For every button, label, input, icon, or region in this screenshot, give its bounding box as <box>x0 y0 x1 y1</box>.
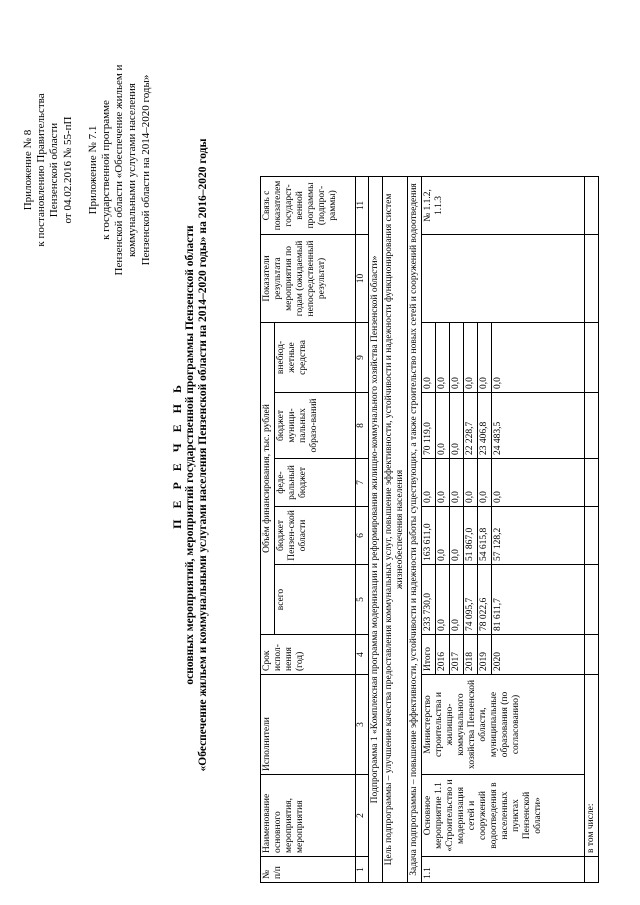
row-year: 2016 <box>436 635 450 675</box>
header-name: Наименование основного мероприятия, мероприятия <box>261 775 356 857</box>
row-offbudget: 0,0 <box>422 322 436 392</box>
row-name: Основное мероприятие 1.1 «Строительство и модернизация сетей и сооружений водоотведения в населенных пунктах Пензенской области» <box>422 775 585 857</box>
subprogram-title: Подпрограмма 1 «Комплексная программа модернизации и реформирования жилищно-коммунального хозяйства Пензенской области» <box>369 176 383 882</box>
header-link: Связь с показателем государст-венной программы (подпрог-раммы) <box>261 176 356 234</box>
row-federal: 0,0 <box>478 459 492 507</box>
appendix-header <box>22 25 153 315</box>
row-regional: 0,0 <box>436 507 450 565</box>
header-federal: феде-ральный бюджет <box>275 459 356 507</box>
row-year: 2019 <box>478 635 492 675</box>
col-number: 11 <box>356 176 369 234</box>
header-line: Пензенской области <box>48 122 61 218</box>
header-line: Приложение № 8 <box>22 129 34 211</box>
title-subtitle: основных мероприятий, мероприятий государственной программы Пензенской области <box>184 225 196 685</box>
title-word: П Е Р Е Ч Е Н Ь <box>170 381 184 529</box>
row-offbudget: 0,0 <box>492 322 585 392</box>
header-line: коммунальными услугами населения <box>126 83 139 257</box>
row-federal: 0,0 <box>436 459 450 507</box>
row-offbudget: 0,0 <box>436 322 450 392</box>
row-total: 74 095,7 <box>464 565 478 635</box>
row-federal: 0,0 <box>450 459 464 507</box>
header-offbudget: внебюд-жетные средства <box>275 322 356 392</box>
row-offbudget: 0,0 <box>478 322 492 392</box>
header-executor: Исполнители <box>261 675 356 775</box>
row-year: 2020 <box>492 635 585 675</box>
row-regional: 0,0 <box>450 507 464 565</box>
row-year: 2017 <box>450 635 464 675</box>
header-line: Пензенской области на 2014–2020 годы» <box>139 74 152 266</box>
header-line: к постановлению Правительства <box>35 93 48 247</box>
row-municipal: 24 483,5 <box>492 393 585 459</box>
row-municipal: 0,0 <box>450 393 464 459</box>
row-federal: 0,0 <box>422 459 436 507</box>
col-number: 2 <box>356 775 369 857</box>
header-total: всего <box>275 565 356 635</box>
measures-table <box>260 20 599 883</box>
row-total: 233 730,0 <box>422 565 436 635</box>
document-title <box>170 75 210 835</box>
row-executor: Министерство строительства и жилищно-коммунального хозяйства Пензенской области, муниципальные образования (по согласованию) <box>422 675 585 775</box>
row-year: Итого <box>422 635 436 675</box>
header-num: № п/п <box>261 857 356 883</box>
row-indicator <box>422 234 585 322</box>
col-number: 4 <box>356 635 369 675</box>
row-municipal: 22 228,7 <box>464 393 478 459</box>
col-number: 3 <box>356 675 369 775</box>
row-municipal: 23 406,8 <box>478 393 492 459</box>
row-regional: 54 615,8 <box>478 507 492 565</box>
row-num: 1.1 <box>422 857 585 883</box>
row-offbudget: 0,0 <box>450 322 464 392</box>
row-year: 2018 <box>464 635 478 675</box>
header-line: Приложение № 7.1 <box>86 125 99 215</box>
header-row <box>261 20 275 882</box>
row-total: 81 611,7 <box>492 565 585 635</box>
subprogram-goal: Цель подпрограммы – улучшение качества предоставления коммунальных услуг, повышение эффективности, устойчивости и надежности функционирования систем жизнеобеспечения населения <box>383 176 408 882</box>
header-funding: Объём финансирования, тыс. рублей <box>261 322 275 634</box>
header-line: к государственной программе <box>100 100 113 240</box>
row-municipal: 70 119,0 <box>422 393 436 459</box>
inclusive-label: в том числе: <box>585 675 599 857</box>
col-number: 9 <box>356 322 369 392</box>
row-total: 0,0 <box>450 565 464 635</box>
row-federal: 0,0 <box>492 459 585 507</box>
title-program: «Обеспечение жильем и коммунальными услугами населения Пензенской области на 2014–2020 годы» на 2016–2020 годы <box>197 138 209 772</box>
row-regional: 163 611,0 <box>422 507 436 565</box>
header-regional: бюджет Пензен-ской области <box>275 507 356 565</box>
header-term: Срок испол-нения (год) <box>261 635 356 675</box>
subprogram-task: Задача подпрограммы – повышение эффективности, устойчивости и надежности работы существующих, а также строительство новых сетей и сооружений водоотведения <box>408 176 422 882</box>
col-number: 7 <box>356 459 369 507</box>
col-number: 1 <box>356 857 369 883</box>
row-federal: 0,0 <box>464 459 478 507</box>
header-municipal: бюджет муници-пальных образо-ваний <box>275 393 356 459</box>
row-municipal: 0,0 <box>436 393 450 459</box>
col-number: 5 <box>356 565 369 635</box>
col-number: 10 <box>356 234 369 322</box>
row-total: 78 022,6 <box>478 565 492 635</box>
row-link: № 1.1.2, 1.1.3 <box>422 176 585 234</box>
col-number: 8 <box>356 393 369 459</box>
header-line: Пензенской области «Обеспечение жильем и <box>113 64 126 276</box>
header-line: от 04.02.2016 № 55-пП <box>61 116 74 224</box>
col-number: 6 <box>356 507 369 565</box>
row-total: 0,0 <box>436 565 450 635</box>
row-regional: 51 867,0 <box>464 507 478 565</box>
header-indicator: Показатели результата мероприятия по годам (ожидаемый непосредственный результат) <box>261 234 356 322</box>
row-regional: 57 128,2 <box>492 507 585 565</box>
row-offbudget: 0,0 <box>464 322 478 392</box>
